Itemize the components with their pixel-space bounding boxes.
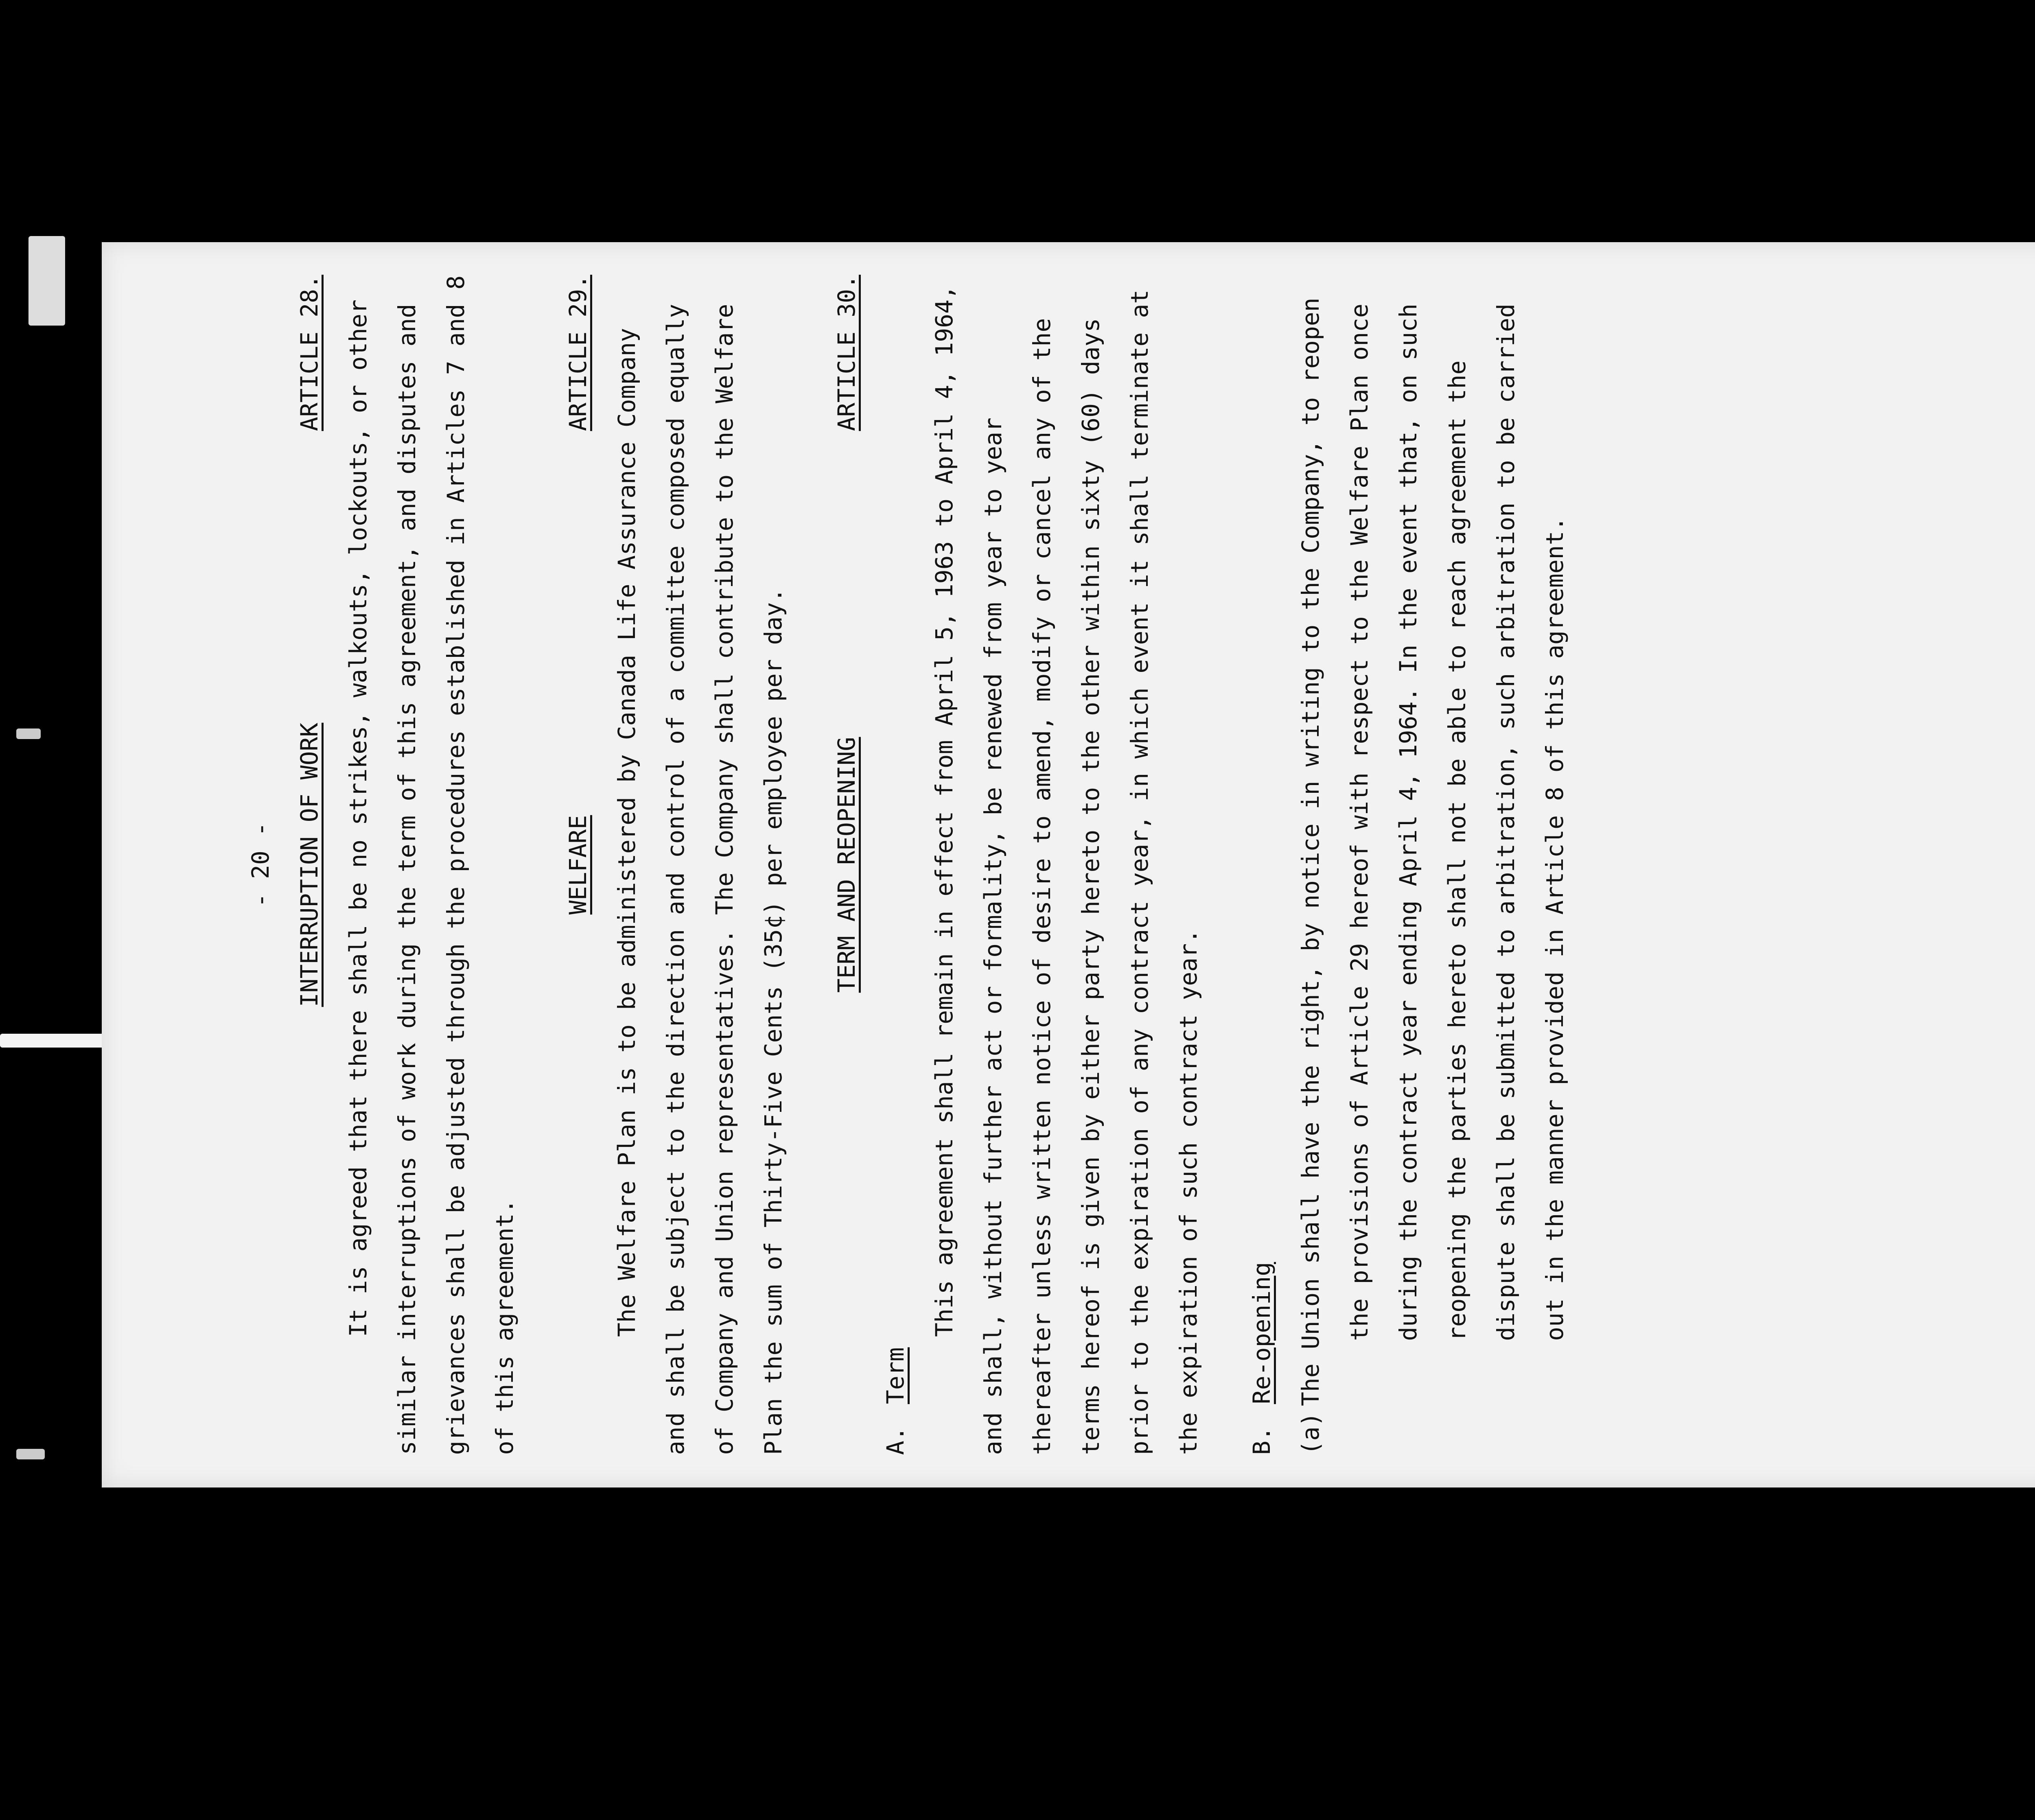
- paragraph-term: This agreement shall remain in effect from April 5, 1963 to April 4, 1964, and shall, without further act or formality, be renewed from year to year thereafter unless written notice of desire to amend, modify or cancel any of the terms hereof is given by either party hereto to the other within sixty (60) days prior to the expiration of any contract year, in which event it shall terminate at the expiration of such contract year.: [930, 285, 1202, 1455]
- paragraph-article-29: The Welfare Plan is to be administered by Canada Life Assurance Company and shall be subject to the direction and control of a committee composed equally of Company and Union representatives. The Company shall contribute to the Welfare Plan the sum of Thirty-Five Cents (35¢) per employee per day.: [613, 304, 787, 1455]
- item-text: The Union shall have the right, by notice in writing to the Company, to reopen the provisions of Article 29 hereof with respect to the Welfare Plan once during the contract year ending April 4, 1964. In the event that, on such reopening the parties hereto shall not be able to reach agreement the dispute shall be submitted to arbitration, such arbitration to be carried out in the manner provided in Article 8 of this agreement.: [1297, 298, 1569, 1406]
- subsection-title: Term: [882, 1347, 909, 1404]
- section-title: TERM AND REOPENING: [833, 737, 860, 993]
- film-edge-mark-top: [28, 236, 65, 326]
- section-heading-term: [822, 275, 871, 1455]
- subsection-term: [871, 275, 920, 1455]
- rotated-text-block: [236, 275, 2035, 1455]
- film-edge-mark-small-2: [16, 1449, 45, 1459]
- section-heading-interruption: [285, 275, 334, 1455]
- page-number: - 20 -: [247, 822, 274, 908]
- subsection-reopening: [1237, 275, 1286, 1455]
- article-number: ARTICLE 29.: [564, 275, 592, 431]
- paragraph-article-28: It is agreed that there shall be no strikes, walkouts, lockouts, or other similar interruptions of work during the term of this agreement, and disputes and grievances shall be adjusted through the procedures established in Articles 7 and 8 of this agreement.: [344, 275, 519, 1455]
- subsection-label: B.: [1248, 1426, 1276, 1455]
- list-item-a: [1286, 275, 1579, 1455]
- article-number: ARTICLE 28.: [295, 275, 323, 431]
- film-edge-mark-middle: [0, 1034, 114, 1048]
- document-page: [102, 242, 2035, 1488]
- section-title: INTERRUPTION OF WORK: [295, 722, 323, 1007]
- article-number: ARTICLE 30.: [833, 275, 860, 431]
- film-edge-mark-small-1: [16, 728, 41, 739]
- item-number: (a): [1297, 1412, 1324, 1455]
- section-title: WELFARE: [564, 815, 592, 915]
- subsection-label: A.: [882, 1426, 909, 1455]
- subsection-title: Re-opening: [1248, 1262, 1276, 1404]
- section-heading-welfare: [554, 275, 602, 1455]
